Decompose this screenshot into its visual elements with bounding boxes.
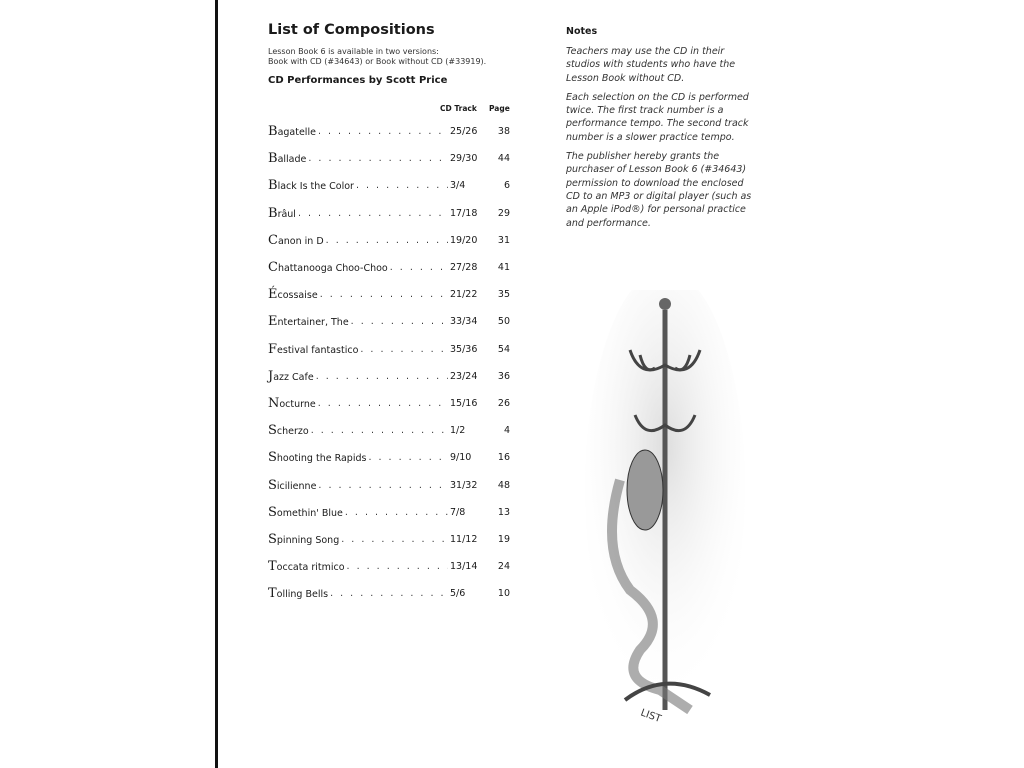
cd-track: 9/10: [450, 452, 472, 464]
availability-line: Book with CD (#34643) or Book without CD (#33919).: [268, 57, 487, 66]
page-number: 4: [503, 425, 510, 437]
leader-dots: [368, 452, 448, 463]
composition-row: [268, 227, 510, 254]
composition-row: [268, 281, 510, 308]
composition-row: [268, 553, 510, 580]
composition-title: Entertainer, The: [268, 314, 349, 330]
page-title: List of Compositions: [268, 22, 435, 38]
cd-track: 25/26: [450, 126, 478, 138]
composition-title: Chattanooga Choo-Choo: [268, 260, 388, 276]
composition-title: Festival fantastico: [268, 341, 359, 357]
leader-dots: [360, 344, 448, 355]
composition-title: Black Is the Color: [268, 178, 354, 194]
leader-dots: [311, 425, 448, 436]
composition-row: [268, 580, 510, 607]
leader-dots: [308, 153, 448, 164]
composition-row: [268, 172, 510, 199]
coat-stand-illustration: [580, 290, 750, 750]
page-number: 6: [503, 180, 510, 192]
leader-dots: [326, 235, 448, 246]
availability-line: Lesson Book 6 is available in two versions:: [268, 47, 439, 56]
composition-row: [268, 118, 510, 145]
page-number: 29: [497, 207, 510, 219]
composition-row: [268, 200, 510, 227]
cd-track: 17/18: [450, 207, 478, 219]
leader-dots: [390, 262, 448, 273]
composition-row: [268, 254, 510, 281]
composition-title: Canon in D: [268, 232, 324, 248]
performances-heading: CD Performances by Scott Price: [268, 75, 448, 86]
composition-title: Sicilienne: [268, 477, 317, 493]
column-header-page: Page: [489, 104, 510, 113]
composition-title: Jazz Cafe: [268, 368, 314, 384]
page-number: 48: [497, 479, 510, 491]
page-number: 54: [497, 343, 510, 355]
cd-track: 23/24: [450, 370, 478, 382]
cd-track: 1/2: [450, 425, 466, 437]
cd-track: 21/22: [450, 289, 478, 301]
notes-paragraph: Teachers may use the CD in their studios with students who have the Lesson Book without CD.: [566, 46, 736, 84]
notes-heading: Notes: [566, 26, 598, 37]
notes-paragraph: Each selection on the CD is performed twice. The first track number is a performance tempo. The second track number is a slower practice tempo.: [566, 91, 749, 143]
leader-dots: [356, 180, 448, 191]
cd-track: 29/30: [450, 153, 478, 165]
cd-track: 7/8: [450, 506, 466, 518]
cd-track: 13/14: [450, 561, 478, 573]
page-number: 24: [497, 561, 510, 573]
composition-title: Spinning Song: [268, 531, 340, 547]
banner-text: LIST: [638, 707, 663, 725]
leader-dots: [341, 534, 448, 545]
cd-track: 15/16: [450, 397, 478, 409]
page-number: 36: [497, 370, 510, 382]
leader-dots: [347, 561, 448, 572]
composition-row: [268, 308, 510, 335]
leader-dots: [318, 480, 448, 491]
composition-row: [268, 336, 510, 363]
cd-track: 5/6: [450, 588, 466, 600]
composition-title: Nocturne: [268, 395, 316, 411]
composition-row: [268, 499, 510, 526]
page-number: 38: [497, 126, 510, 138]
composition-row: [268, 390, 510, 417]
leader-dots: [298, 208, 448, 219]
leader-dots: [320, 289, 448, 300]
cd-track: 35/36: [450, 343, 478, 355]
cd-track: 31/32: [450, 479, 478, 491]
leader-dots: [318, 398, 448, 409]
composition-row: [268, 145, 510, 172]
page-number: 13: [497, 506, 510, 518]
leader-dots: [330, 588, 448, 599]
page-number: 10: [497, 588, 510, 600]
cd-track: 33/34: [450, 316, 478, 328]
composition-row: [268, 363, 510, 390]
composition-row: [268, 471, 510, 498]
composition-row: [268, 526, 510, 553]
composition-title: Brâul: [268, 205, 296, 221]
composition-row: [268, 444, 510, 471]
column-header-track: CD Track: [440, 104, 477, 113]
page-number: 50: [497, 316, 510, 328]
cd-track: 11/12: [450, 533, 478, 545]
page-number: 26: [497, 397, 510, 409]
composition-title: Scherzo: [268, 423, 309, 439]
cd-track: 27/28: [450, 262, 478, 274]
composition-title: Ballade: [268, 151, 307, 167]
notes-section: [566, 26, 756, 236]
page-number: 35: [497, 289, 510, 301]
availability-text: [268, 47, 486, 67]
leader-dots: [318, 126, 448, 137]
page-number: 31: [497, 234, 510, 246]
composition-title: Bagatelle: [268, 124, 316, 140]
cd-track: 3/4: [450, 180, 466, 192]
composition-title: Tolling Bells: [268, 586, 329, 602]
composition-title: Shooting the Rapids: [268, 450, 367, 466]
page-number: 16: [497, 452, 510, 464]
page-number: 19: [497, 533, 510, 545]
composition-row: [268, 417, 510, 444]
notes-paragraph: The publisher hereby grants the purchaser of Lesson Book 6 (#34643) permission to download the enclosed CD to an MP3 or digital player (such as an Apple iPod®) for personal practice and performance.: [566, 151, 752, 229]
leader-dots: [316, 371, 448, 382]
composition-title: Somethin' Blue: [268, 504, 343, 520]
leader-dots: [351, 316, 448, 327]
leader-dots: [345, 507, 448, 518]
composition-title: Toccata ritmico: [268, 559, 345, 575]
page-number: 44: [497, 153, 510, 165]
page-number: 41: [497, 262, 510, 274]
composition-title: Écossaise: [268, 287, 318, 303]
cd-track: 19/20: [450, 234, 478, 246]
page-margin-rule: [215, 0, 218, 768]
composition-list: [268, 118, 510, 607]
